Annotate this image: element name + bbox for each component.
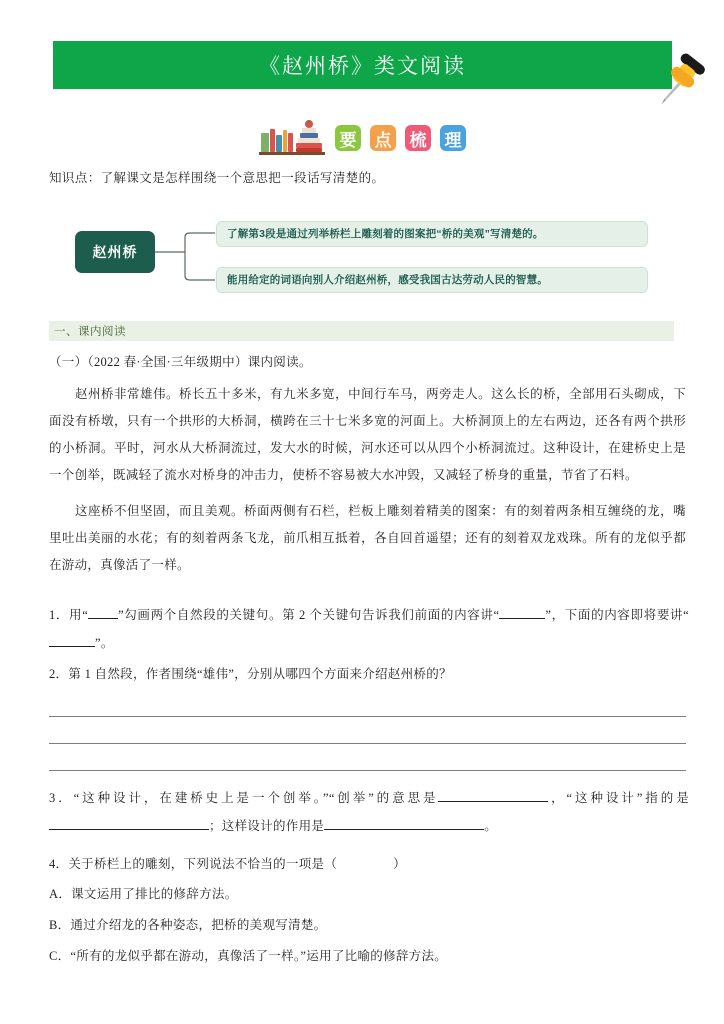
mindmap-branch-1: 了解第3段是通过列举桥栏上雕刻着的图案把“桥的美观”写清楚的。 <box>216 221 648 247</box>
question-4-option-b[interactable]: B．通过介绍龙的各种姿态，把桥的美观写清楚。 <box>49 918 327 932</box>
question-2: 2．第 1 自然段，作者围绕“雄伟”，分别从哪四个方面来介绍赵州桥的？ <box>49 667 452 681</box>
question-1-part-d: ”。 <box>95 636 114 650</box>
passage-paragraph-2: 这座桥不但坚固，而且美观。桥面两侧有石栏，栏板上雕刻着精美的图案：有的刻着两条相互缠绕的龙，嘴里吐出美丽的水花；有的刻着两条飞龙，前爪相互抵着，各自回首遥望；还有的刻着双龙戏珠。所有的龙似乎都在游动，真像活了一样。 <box>49 504 686 572</box>
question-1-blank-3[interactable] <box>49 646 95 647</box>
question-3-blank-1[interactable] <box>438 801 548 802</box>
mindmap-branch-2: 能用给定的词语向别人介绍赵州桥，感受我国古达劳动人民的智慧。 <box>216 267 648 293</box>
page-title: 《赵州桥》类文阅读 <box>259 54 466 78</box>
question-4-option-a[interactable]: A．课文运用了排比的修辞方法。 <box>49 887 238 901</box>
badge-yao: 要 <box>335 125 361 151</box>
books-shelf-icon <box>255 119 329 157</box>
pushpin-icon <box>648 52 708 114</box>
answer-line[interactable] <box>49 717 686 744</box>
question-1-part-b: ”勾画两个自然段的关键句。第 2 个关键句告诉我们前面的内容讲“ <box>118 608 500 622</box>
question-4-part-b: ） <box>393 857 406 871</box>
passage-paragraph-1: 赵州桥非常雄伟。桥长五十多米，有九米多宽，中间行车马，两旁走人。这么长的桥，全部用石头砌成，下面没有桥墩，只有一个拱形的大桥洞，横跨在三十七米多宽的河面上。大桥洞顶上的左右两边，还各有两个拱形的小桥洞。平时，河水从大桥洞流过，发大水的时候，河水还可以从四个小桥洞流过。这种设计，在建桥史上是一个创举，既减轻了流水对桥身的冲击力，使桥不容易被大水冲毁，又减轻了桥身的重量，节省了石料。 <box>49 387 686 482</box>
answer-line[interactable] <box>49 690 686 717</box>
badge-shu: 梳 <box>405 125 431 151</box>
question-1-part-c: ”，下面的内容即将要讲“ <box>545 608 690 622</box>
question-4-part-a: 4．关于桥栏上的雕刻，下列说法不恰当的一项是（ <box>49 857 338 871</box>
section-bar-keneiyuedu: 一、课内阅读 <box>49 321 674 341</box>
mindmap <box>49 203 674 303</box>
question-4 <box>49 850 689 878</box>
title-banner <box>53 41 672 89</box>
question-3-blank-3[interactable] <box>324 829 484 830</box>
question-3-blank-2[interactable] <box>49 829 209 830</box>
question-3 <box>49 784 689 840</box>
badge-dian: 点 <box>370 125 396 151</box>
answer-lines-group <box>49 690 686 771</box>
knowledge-point-text: 知识点：了解课文是怎样围绕一个意思把一段话写清楚的。 <box>49 171 385 185</box>
question-1-blank-2[interactable] <box>499 618 545 619</box>
question-3-part-d: 。 <box>484 819 498 833</box>
question-3-part-b: ，“这种设计”指的是 <box>548 791 689 805</box>
badge-li: 理 <box>440 125 466 151</box>
answer-line[interactable] <box>49 744 686 771</box>
mindmap-root-node: 赵州桥 <box>75 231 155 273</box>
subsection-label: （一）（2022 春·全国·三年级期中）课内阅读。 <box>49 355 312 369</box>
title-banner-area <box>0 36 724 104</box>
question-1-blank-1[interactable] <box>88 618 118 619</box>
question-3-part-a: 3．“这种设计，在建桥史上是一个创举。”“创举”的意思是 <box>49 791 439 805</box>
section-heading-yaodianshuli <box>0 118 724 158</box>
question-1 <box>49 601 689 657</box>
question-1-part-a: 1．用“ <box>49 608 89 622</box>
question-4-option-c[interactable]: C．“所有的龙似乎都在游动，真像活了一样。”运用了比喻的修辞方法。 <box>49 949 448 963</box>
question-3-part-c: ；这样设计的作用是 <box>209 819 325 833</box>
